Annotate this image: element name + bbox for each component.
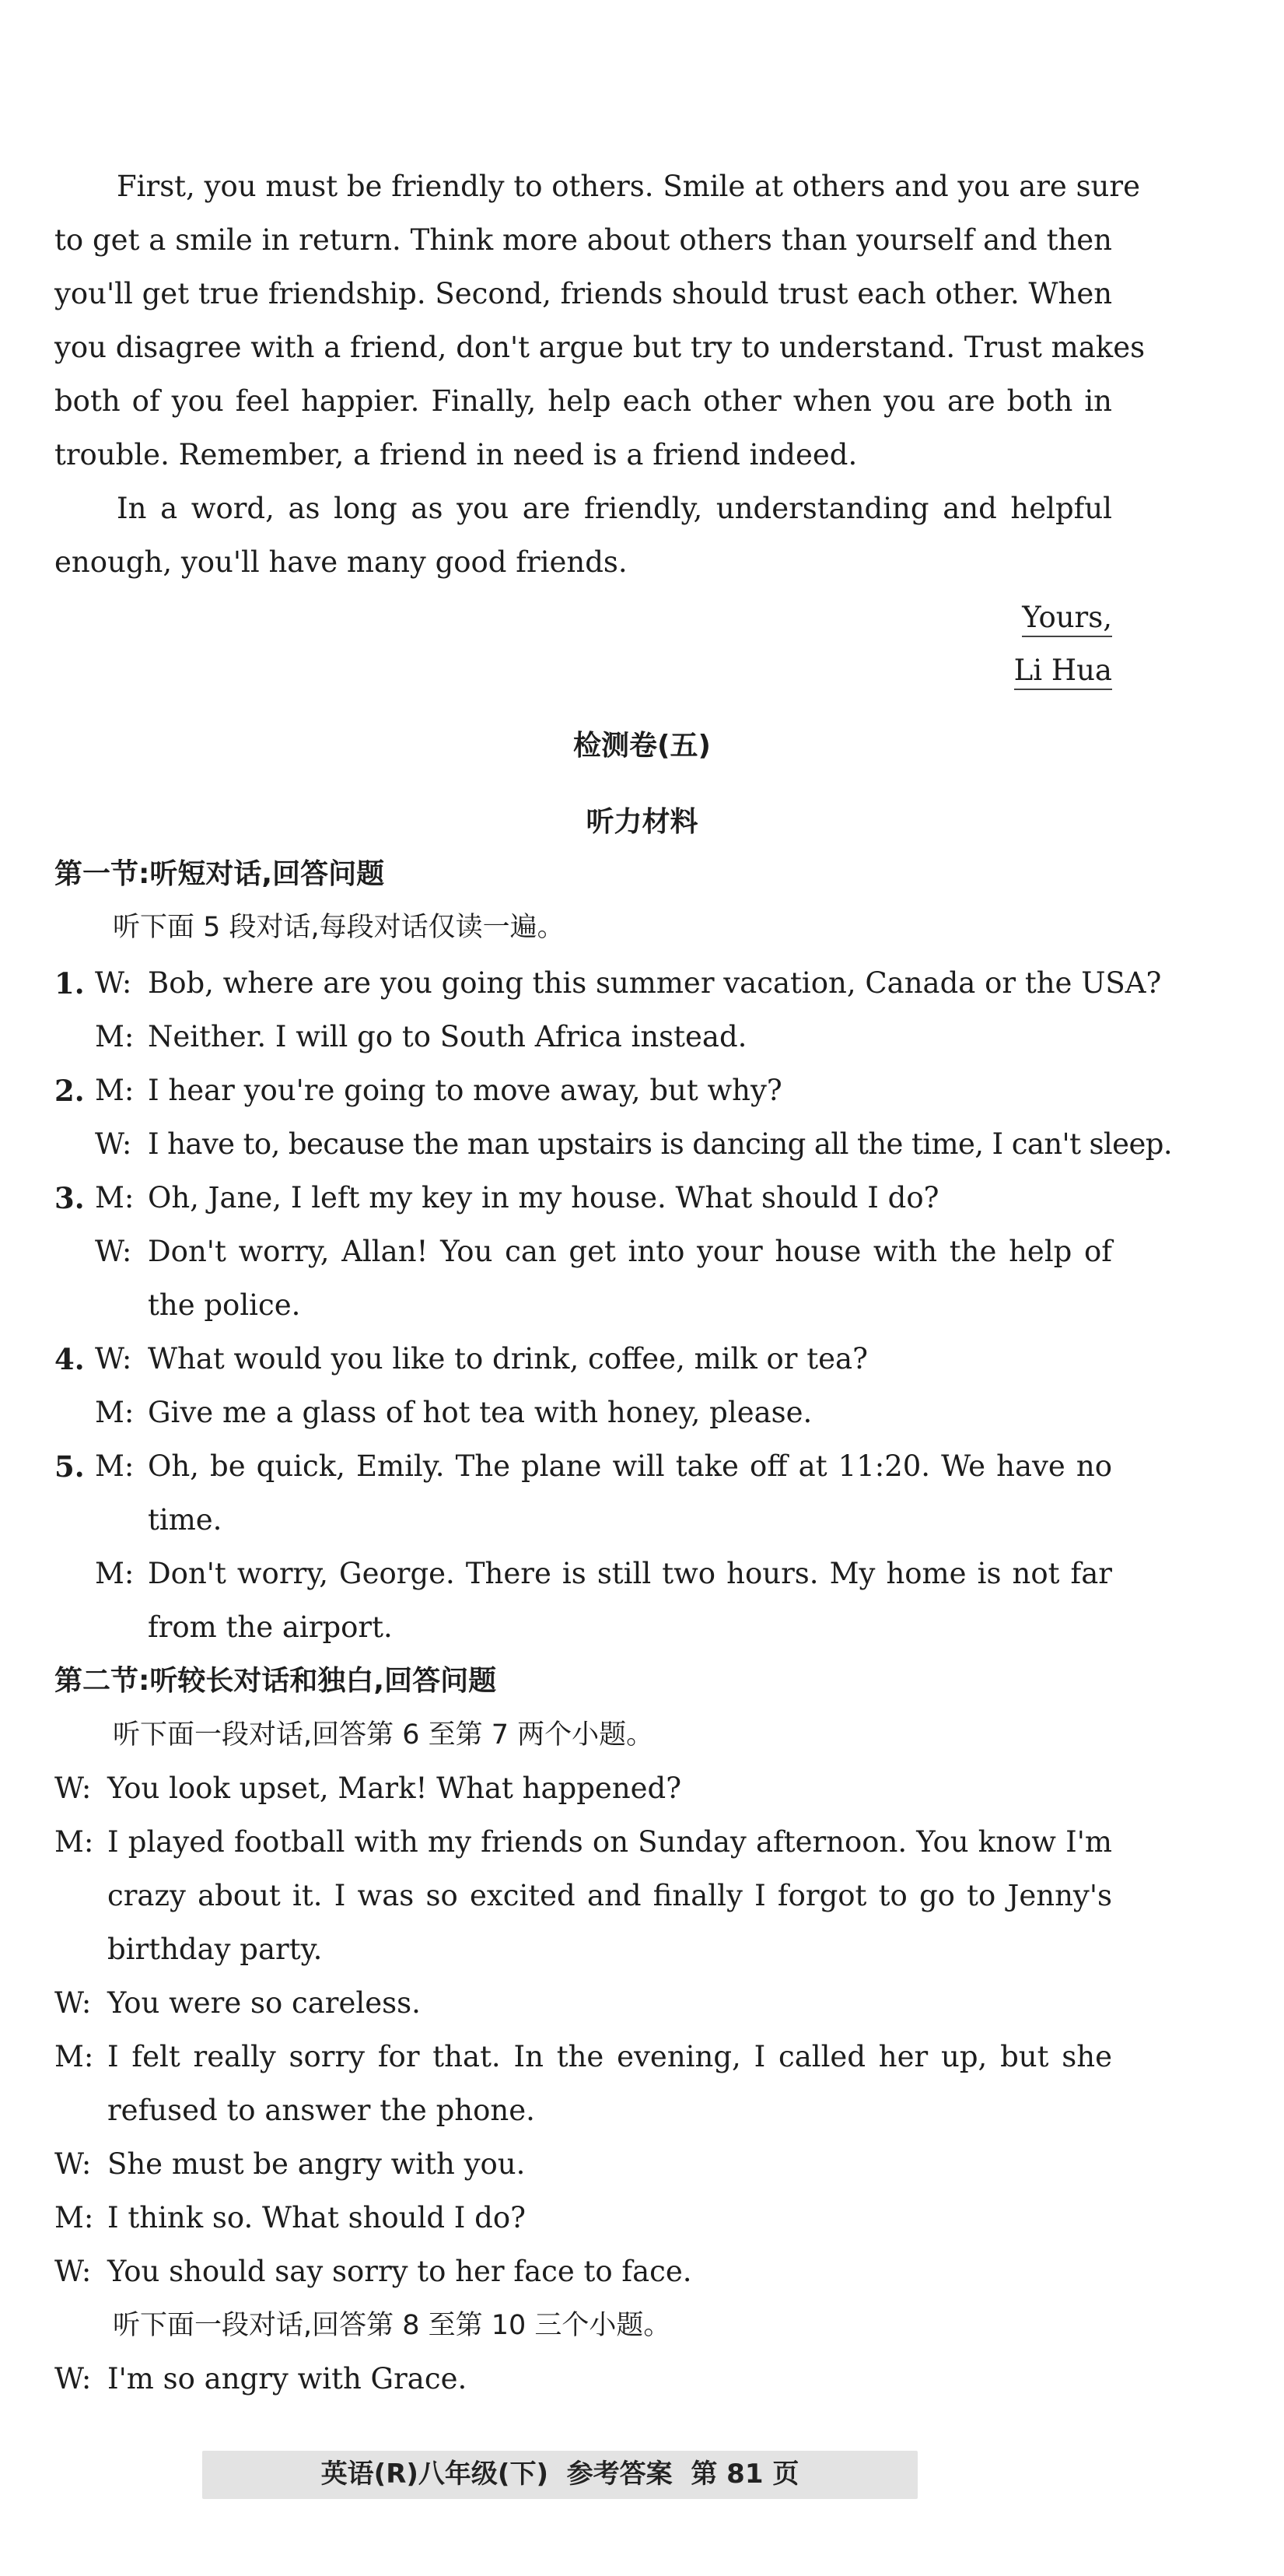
section1-instruction: 听下面 5 段对话,每段对话仅读一遍。 [113, 912, 565, 943]
dialogue-line: Don't worry, Allan! You can get into your house with the help of [148, 1235, 1112, 1268]
dialogue-line: You should say sorry to her face to face. [107, 2255, 692, 2288]
dialogue-continuation: crazy about it. I was so excited and finally I forgot to go to Jenny's [107, 1879, 1112, 1912]
dialogue-line: I hear you're going to move away, but why? [148, 1074, 782, 1107]
letter-line: trouble. Remember, a friend in need is a friend indeed. [54, 438, 858, 471]
letter-signature-text: Li Hua [1014, 654, 1112, 690]
dialogue-line: I'm so angry with Grace. [107, 2362, 467, 2396]
listening-title: 听力材料 [586, 806, 698, 838]
dialogue-line: You look upset, Mark! What happened? [107, 1772, 682, 1805]
letter-line: you disagree with a friend, don't argue but try to understand. Trust makes [54, 331, 1146, 364]
speaker: W: [54, 1772, 92, 1805]
item-number: 3. [54, 1181, 85, 1215]
letter-line: both of you feel happier. Finally, help each other when you are both in [54, 384, 1112, 418]
speaker: M: [95, 1181, 135, 1214]
dialogue-line: I played football with my friends on Sunday afternoon. You know I'm [107, 1825, 1112, 1859]
dialogue-line: Give me a glass of hot tea with honey, please. [148, 1396, 813, 1429]
speaker: M: [95, 1020, 135, 1053]
speaker: W: [54, 2147, 92, 2181]
dialogue-line: Bob, where are you going this summer vacation, Canada or the USA? [148, 966, 1162, 1000]
speaker: M: [95, 1557, 135, 1590]
test-title: 检测卷(五) [573, 730, 711, 762]
section1-title: 第一节:听短对话,回答问题 [54, 858, 385, 890]
letter-line: you'll get true friendship. Second, friends should trust each other. When [54, 277, 1113, 310]
dialogue-continuation: time. [148, 1503, 222, 1537]
speaker: M: [54, 2201, 94, 2234]
letter-closing [1022, 599, 1112, 636]
speaker: M: [95, 1396, 135, 1429]
dialogue-line: I have to, because the man upstairs is dancing all the time, I can't sleep. [148, 1127, 1173, 1161]
letter-signature [1014, 652, 1112, 689]
dialogue-line: Neither. I will go to South Africa instead. [148, 1020, 747, 1053]
section2-instruction: 听下面一段对话,回答第 6 至第 7 两个小题。 [113, 1719, 654, 1751]
dialogue-continuation: birthday party. [107, 1933, 323, 1966]
speaker: W: [95, 1127, 132, 1161]
dialogue-line: She must be angry with you. [107, 2147, 526, 2181]
speaker: M: [54, 1825, 94, 1859]
item-number: 5. [54, 1449, 85, 1484]
speaker: W: [95, 1342, 132, 1376]
item-number: 2. [54, 1074, 85, 1108]
dialogue-line: Oh, be quick, Emily. The plane will take off at 11:20. We have no [148, 1449, 1112, 1483]
section2-instruction: 听下面一段对话,回答第 8 至第 10 三个小题。 [113, 2310, 671, 2341]
speaker: W: [95, 966, 132, 1000]
speaker: W: [54, 2255, 92, 2288]
dialogue-continuation: the police. [148, 1288, 301, 1322]
item-number: 1. [54, 966, 85, 1001]
speaker: W: [54, 1986, 92, 2020]
dialogue-line: I think so. What should I do? [107, 2201, 526, 2234]
speaker: M: [95, 1449, 135, 1483]
section2-title: 第二节:听较长对话和独白,回答问题 [54, 1665, 497, 1697]
dialogue-line: Don't worry, George. There is still two hours. My home is not far [148, 1557, 1112, 1590]
dialogue-line: Oh, Jane, I left my key in my house. What should I do? [148, 1181, 939, 1214]
dialogue-line: What would you like to drink, coffee, milk or tea? [148, 1342, 868, 1376]
dialogue-continuation: refused to answer the phone. [107, 2094, 535, 2127]
speaker: M: [54, 2040, 94, 2073]
dialogue-line: You were so careless. [107, 1986, 421, 2020]
item-number: 4. [54, 1342, 85, 1376]
letter-closing-text: Yours, [1022, 601, 1112, 637]
speaker: W: [54, 2362, 92, 2396]
letter-line: First, you must be friendly to others. Smile at others and you are sure [117, 170, 1140, 203]
page-footer: 英语(R)八年级(下) 参考答案 第 81 页 [320, 2459, 799, 2490]
letter-line: to get a smile in return. Think more about others than yourself and then [54, 223, 1112, 257]
speaker: M: [95, 1074, 135, 1107]
dialogue-line: I felt really sorry for that. In the evening, I called her up, but she [107, 2040, 1112, 2073]
letter-line: enough, you'll have many good friends. [54, 545, 628, 579]
speaker: W: [95, 1235, 132, 1268]
dialogue-continuation: from the airport. [148, 1610, 393, 1644]
letter-line: In a word, as long as you are friendly, understanding and helpful [117, 492, 1112, 525]
